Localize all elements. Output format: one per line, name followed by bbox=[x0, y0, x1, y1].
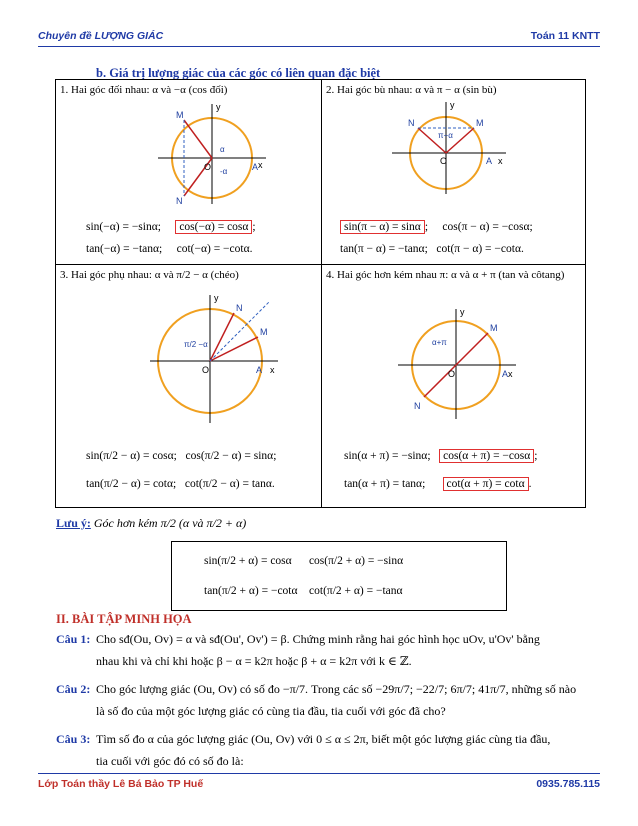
svg-text:y: y bbox=[460, 307, 465, 317]
svg-text:A: A bbox=[502, 369, 509, 379]
formula-line-1: sin(π − α) = sinα ; cos(π − α) = −cosα; bbox=[340, 216, 533, 238]
cell-supplementary-angles bbox=[322, 80, 586, 265]
question-line: Cho góc lượng giác (Ou, Ov) có số đo −π/7. Trong các số −29π/7; −22/7; 6π/7; 41π/7, những số nào bbox=[96, 682, 577, 696]
header-rule bbox=[38, 46, 600, 47]
svg-text:-α: -α bbox=[220, 167, 228, 176]
formula-line-1: sin(π/2 − α) = cosα; cos(π/2 − α) = sinα; bbox=[86, 450, 277, 462]
svg-text:x: x bbox=[508, 369, 513, 379]
svg-text:N: N bbox=[414, 401, 421, 411]
cell-complementary-angles bbox=[56, 265, 322, 508]
formula-line-2: tan(π/2 − α) = cotα; cot(π/2 − α) = tanα. bbox=[86, 478, 275, 490]
question-line: là số đo của một góc lượng giác có cùng tia đầu, tia cuối với góc đã cho? bbox=[96, 704, 446, 718]
formula-table bbox=[55, 79, 586, 508]
question-label: Câu 1: bbox=[56, 632, 91, 646]
svg-text:α+π: α+π bbox=[432, 338, 447, 347]
unit-circle-diagram bbox=[144, 289, 284, 429]
question-2 bbox=[56, 678, 577, 718]
question-label: Câu 3: bbox=[56, 732, 91, 746]
svg-text:A: A bbox=[486, 156, 493, 166]
svg-text:A: A bbox=[252, 162, 259, 172]
svg-text:π/2 −α: π/2 −α bbox=[184, 340, 208, 349]
svg-text:y: y bbox=[214, 293, 219, 303]
svg-text:x: x bbox=[498, 156, 503, 166]
svg-text:N: N bbox=[176, 196, 183, 206]
section-title: II. BÀI TẬP MINH HỌA bbox=[56, 612, 192, 626]
svg-text:y: y bbox=[216, 102, 221, 112]
formula-line-1: sin(α + π) = −sinα; cos(α + π) = −cosα ; bbox=[344, 450, 538, 462]
question-label: Câu 2: bbox=[56, 682, 91, 696]
cell-title: 4. Hai góc hơn kém nhau π: α và α + π (tan và côtang) bbox=[326, 269, 565, 281]
highlight-box: cot(α + π) = cotα bbox=[443, 477, 529, 491]
page-header bbox=[38, 30, 600, 44]
question-line: tia cuối với góc đó có số đo là: bbox=[96, 754, 244, 768]
svg-text:π−α: π−α bbox=[438, 131, 453, 140]
unit-circle-diagram bbox=[382, 98, 512, 198]
footer-phone: 0935.785.115 bbox=[536, 778, 600, 790]
svg-text:y: y bbox=[450, 100, 455, 110]
unit-circle-diagram bbox=[154, 100, 274, 210]
cell-title: 1. Hai góc đối nhau: α và −α (cos đối) bbox=[60, 84, 228, 96]
svg-text:x: x bbox=[270, 365, 275, 375]
note bbox=[56, 516, 246, 531]
svg-text:O: O bbox=[204, 162, 212, 172]
note-text: Góc hơn kém π/2 (α và π/2 + α) bbox=[93, 516, 247, 530]
note-label: Lưu ý: bbox=[56, 516, 91, 530]
cell-pi-difference-angles bbox=[322, 265, 586, 508]
question-line: Tìm số đo α của góc lượng giác (Ou, Ov) với 0 ≤ α ≤ 2π, biết một góc lượng giác cùng tia đầu, bbox=[96, 732, 551, 746]
note-formula-2: tan(π/2 + α) = −cotα cot(π/2 + α) = −tanα bbox=[204, 585, 403, 597]
question-line: Cho sđ(Ou, Ov) = α và sđ(Ou', Ov') = β. Chứng minh rằng hai góc hình học uOv, u'Ov' bằng bbox=[96, 632, 540, 646]
footer-teacher: Lớp Toán thầy Lê Bá Bảo TP Huế bbox=[38, 778, 204, 790]
svg-text:x: x bbox=[258, 160, 263, 170]
unit-circle-diagram bbox=[392, 305, 522, 425]
question-1 bbox=[56, 628, 540, 668]
formula-line-2: tan(α + π) = tanα; cot(α + π) = cotα . bbox=[344, 478, 532, 490]
header-course: Toán 11 KNTT bbox=[530, 30, 600, 42]
highlight-box: sin(π − α) = sinα bbox=[340, 220, 425, 234]
svg-text:O: O bbox=[448, 369, 456, 379]
svg-text:M: M bbox=[476, 118, 484, 128]
svg-text:M: M bbox=[260, 327, 268, 337]
cell-opposite-angles bbox=[56, 80, 322, 265]
svg-text:O: O bbox=[202, 365, 210, 375]
svg-text:N: N bbox=[408, 118, 415, 128]
svg-text:M: M bbox=[490, 323, 498, 333]
highlight-box: cos(−α) = cosα bbox=[175, 220, 252, 234]
page-footer bbox=[38, 778, 600, 792]
formula-line-2: tan(−α) = −tanα; cot(−α) = −cotα. bbox=[86, 243, 253, 255]
question-line: nhau khi và chỉ khi hoặc β − α = k2π hoặc β + α = k2π với k ∈ ℤ. bbox=[96, 654, 412, 668]
cell-title: 3. Hai góc phụ nhau: α và π/2 − α (chéo) bbox=[60, 269, 239, 281]
note-formula-1: sin(π/2 + α) = cosα cos(π/2 + α) = −sinα bbox=[204, 555, 404, 567]
cell-title: 2. Hai góc bù nhau: α và π − α (sin bù) bbox=[326, 84, 497, 96]
highlight-box: cos(α + π) = −cosα bbox=[439, 449, 534, 463]
svg-text:N: N bbox=[236, 303, 243, 313]
svg-text:α: α bbox=[220, 145, 225, 154]
subsection-title: b. Giá trị lượng giác của các góc có liên quan đặc biệt bbox=[96, 66, 381, 80]
formula-line-2: tan(π − α) = −tanα; cot(π − α) = −cotα. bbox=[340, 243, 524, 255]
svg-text:O: O bbox=[440, 156, 448, 166]
svg-text:M: M bbox=[176, 110, 184, 120]
formula-line-1: sin(−α) = −sinα; cos(−α) = cosα ; bbox=[86, 221, 256, 233]
svg-text:A: A bbox=[256, 365, 263, 375]
note-formula-box bbox=[171, 541, 507, 611]
question-3 bbox=[56, 728, 551, 768]
footer-rule bbox=[38, 773, 600, 774]
header-topic: Chuyên đề LƯỢNG GIÁC bbox=[38, 30, 164, 42]
